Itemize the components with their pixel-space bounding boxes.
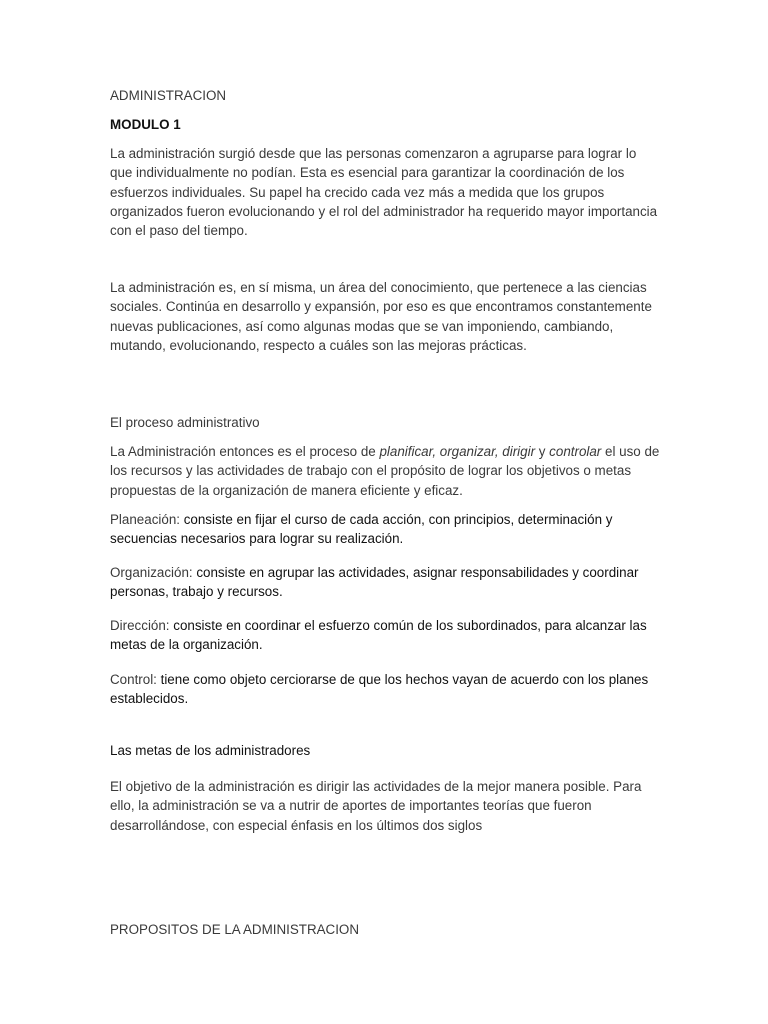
document-title: ADMINISTRACION bbox=[110, 88, 227, 103]
process-text-start: La Administración entonces es el proceso de bbox=[110, 444, 380, 459]
knowledge-paragraph: La administración es, en sí misma, un área del conocimiento, que pertenece a las ciencias sociales. Continúa en desarrollo y expansión, por eso es que encontramos constantemente nuevas publicaciones, así como algunas modas que se van imponiendo, cambiando, mutando, evolucionando, respecto a cuáles son las mejoras prácticas. bbox=[110, 280, 652, 353]
definition-term: Dirección: bbox=[110, 618, 170, 633]
definition-term: Planeación: bbox=[110, 512, 180, 527]
definition-term: Organización: bbox=[110, 565, 193, 580]
definition-control bbox=[110, 670, 662, 709]
process-control-emphasis: controlar bbox=[549, 444, 602, 459]
process-paragraph bbox=[110, 442, 662, 500]
process-text-end: el uso de los recursos y las actividades de trabajo con el propósito de lograr los objetivos o metas propuestas de la organización de manera eficiente y eficaz. bbox=[110, 444, 660, 498]
intro-paragraph: La administración surgió desde que las personas comenzaron a agruparse para lograr lo que individualmente no podían. Esta es esencial para garantizar la coordinación de los esfuerzos individuales. Su papel ha crecido cada vez más a medida que los grupos organizados fueron evolucionando y el rol del administrador ha requerido mayor importancia con el paso del tiempo. bbox=[110, 146, 658, 239]
definition-text: consiste en agrupar las actividades, asignar responsabilidades y coordinar personas, trabajo y recursos. bbox=[110, 565, 639, 600]
process-functions-emphasis: planificar, organizar, dirigir bbox=[379, 444, 536, 459]
definition-text: consiste en fijar el curso de cada acción, con principios, determinación y secuencias necesarios para lograr su realización. bbox=[110, 512, 613, 547]
definition-text: tiene como objeto cerciorarse de que los hechos vayan de acuerdo con los planes establecidos. bbox=[110, 672, 649, 707]
module-heading: MODULO 1 bbox=[110, 117, 181, 132]
purposes-heading: PROPOSITOS DE LA ADMINISTRACION bbox=[110, 922, 360, 937]
goals-heading: Las metas de los administradores bbox=[110, 743, 311, 758]
goals-paragraph: El objetivo de la administración es dirigir las actividades de la mejor manera posible. Para ello, la administración se va a nutrir de aportes de importantes teorías que fueron desarrollándose, con especial énfasis en los últimos dos siglos bbox=[110, 779, 642, 833]
definition-text: consiste en coordinar el esfuerzo común de los subordinados, para alcanzar las metas de la organización. bbox=[110, 618, 647, 653]
definition-direccion bbox=[110, 616, 662, 655]
definition-planeacion bbox=[110, 510, 662, 549]
definition-term: Control: bbox=[110, 672, 157, 687]
definition-organizacion bbox=[110, 563, 662, 602]
process-conjunction: y bbox=[535, 444, 550, 459]
process-heading: El proceso administrativo bbox=[110, 415, 260, 430]
